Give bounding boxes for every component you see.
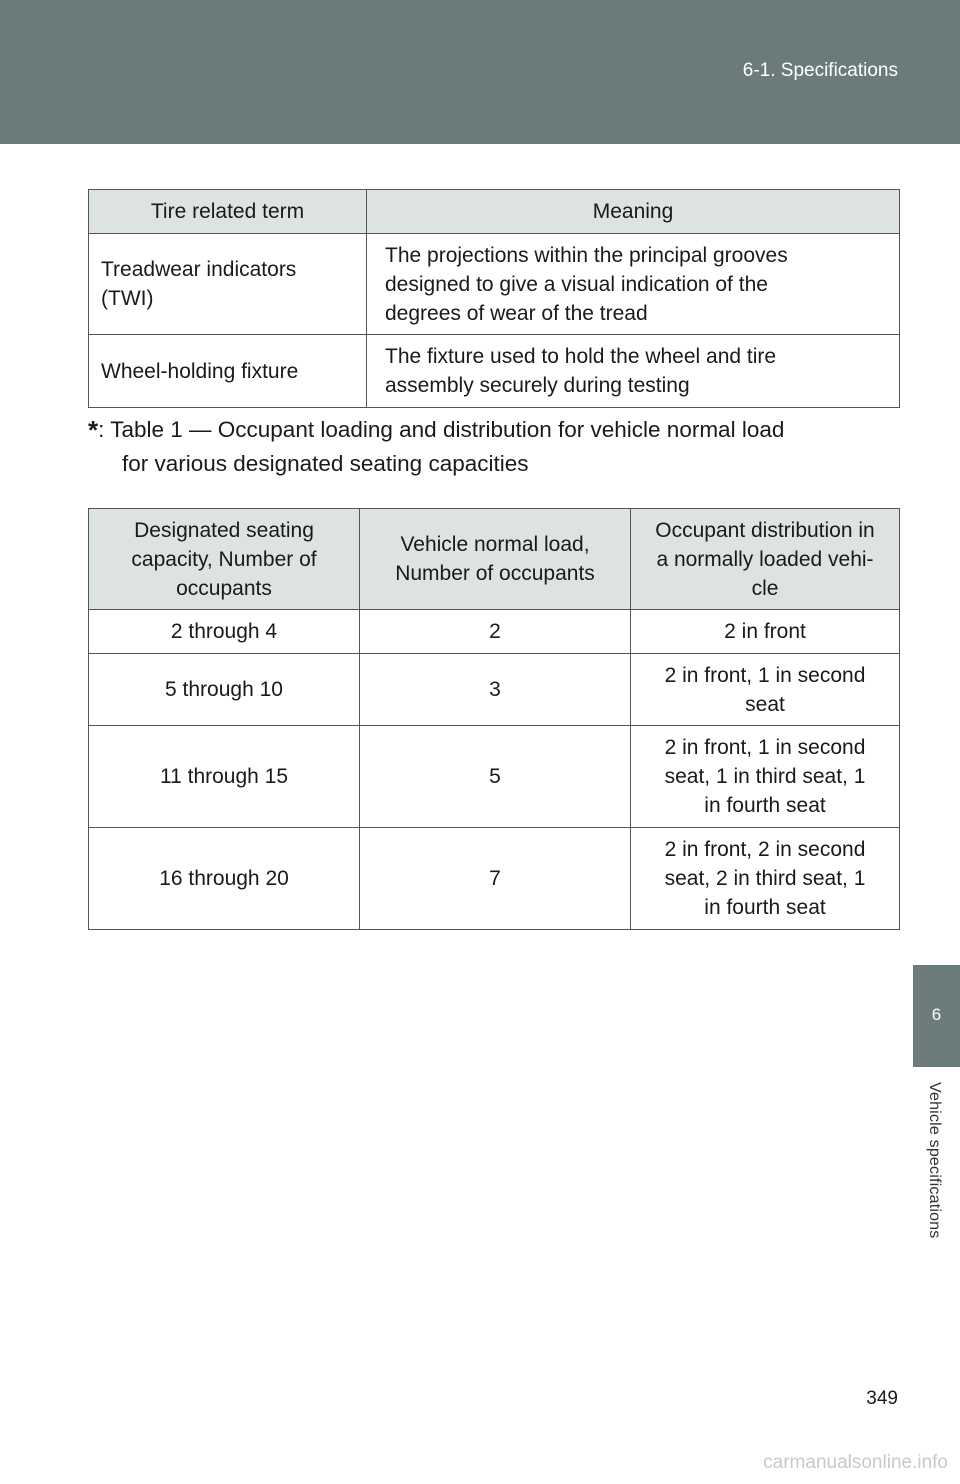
tire-terms-table	[88, 189, 900, 408]
table-note	[88, 413, 908, 481]
page-header-bar	[0, 0, 960, 144]
column-header: Tire related term	[89, 190, 367, 234]
table-row	[89, 828, 900, 930]
cell-line: in fourth seat	[704, 794, 826, 817]
tire-meaning-cell	[367, 234, 900, 335]
capacity-cell: 2 through 4	[89, 610, 360, 654]
table-row	[89, 234, 900, 335]
chapter-number: 6	[931, 1005, 942, 1024]
tire-term-cell	[89, 335, 367, 408]
column-header	[360, 509, 631, 610]
cell-line: (TWI)	[101, 287, 154, 310]
table-row	[89, 726, 900, 828]
cell-line: The projections within the principal grooves	[385, 243, 788, 267]
column-header	[631, 509, 900, 610]
load-cell: 2	[360, 610, 631, 654]
cell-line: designed to give a visual indication of the	[385, 272, 768, 296]
header-line: Occupant distribution in	[655, 518, 875, 542]
distribution-cell	[631, 610, 900, 654]
cell-line: The fixture used to hold the wheel and tire	[385, 345, 777, 368]
note-line-2: for various designated seating capacities	[122, 451, 529, 476]
column-header: Meaning	[367, 190, 900, 234]
header-line: occupants	[176, 576, 272, 600]
header-line: a normally loaded vehi-	[656, 547, 874, 571]
cell-line: 2 in front	[724, 620, 806, 643]
distribution-cell	[631, 654, 900, 726]
cell-line: Treadwear indicators	[101, 258, 297, 281]
section-title: 6-1. Specifications	[742, 60, 898, 81]
occupant-loading-table	[88, 508, 900, 930]
table-header-row	[89, 509, 900, 610]
tire-meaning-cell	[367, 335, 900, 408]
cell-line: seat, 1 in third seat, 1	[664, 765, 866, 788]
column-header	[89, 509, 360, 610]
cell-line: 2 in front, 1 in second	[664, 663, 866, 687]
note-line-1: : Table 1 — Occupant loading and distribution for vehicle normal load	[98, 417, 785, 442]
cell-line: seat	[745, 692, 785, 716]
capacity-cell: 5 through 10	[89, 654, 360, 726]
cell-line: seat, 2 in third seat, 1	[664, 867, 866, 890]
capacity-cell: 16 through 20	[89, 828, 360, 930]
chapter-tab	[913, 965, 960, 1067]
load-cell: 7	[360, 828, 631, 930]
chapter-label: Vehicle specifications	[926, 1082, 943, 1239]
table-row	[89, 335, 900, 408]
load-cell: 3	[360, 654, 631, 726]
header-line: cle	[751, 576, 779, 600]
tire-term-cell	[89, 234, 367, 335]
page-number: 349	[866, 1388, 898, 1409]
watermark: carmanualsonline.info	[763, 1452, 948, 1473]
distribution-cell	[631, 726, 900, 828]
header-line: capacity, Number of	[131, 547, 317, 571]
header-line: Vehicle normal load,	[400, 533, 590, 556]
cell-line: 2 in front, 1 in second	[664, 736, 866, 759]
load-cell: 5	[360, 726, 631, 828]
table-header-row	[89, 190, 900, 234]
capacity-cell: 11 through 15	[89, 726, 360, 828]
header-line: Designated seating	[134, 518, 314, 542]
table-row	[89, 654, 900, 726]
footnote-marker: *	[88, 415, 99, 445]
cell-line: degrees of wear of the tread	[385, 301, 648, 325]
cell-line: 2 in front, 2 in second	[664, 838, 866, 861]
cell-line: in fourth seat	[704, 896, 826, 919]
cell-line: Wheel-holding fixture	[101, 359, 299, 383]
distribution-cell	[631, 828, 900, 930]
header-line: Number of occupants	[395, 562, 595, 585]
cell-line: assembly securely during testing	[385, 374, 690, 397]
table-row	[89, 610, 900, 654]
